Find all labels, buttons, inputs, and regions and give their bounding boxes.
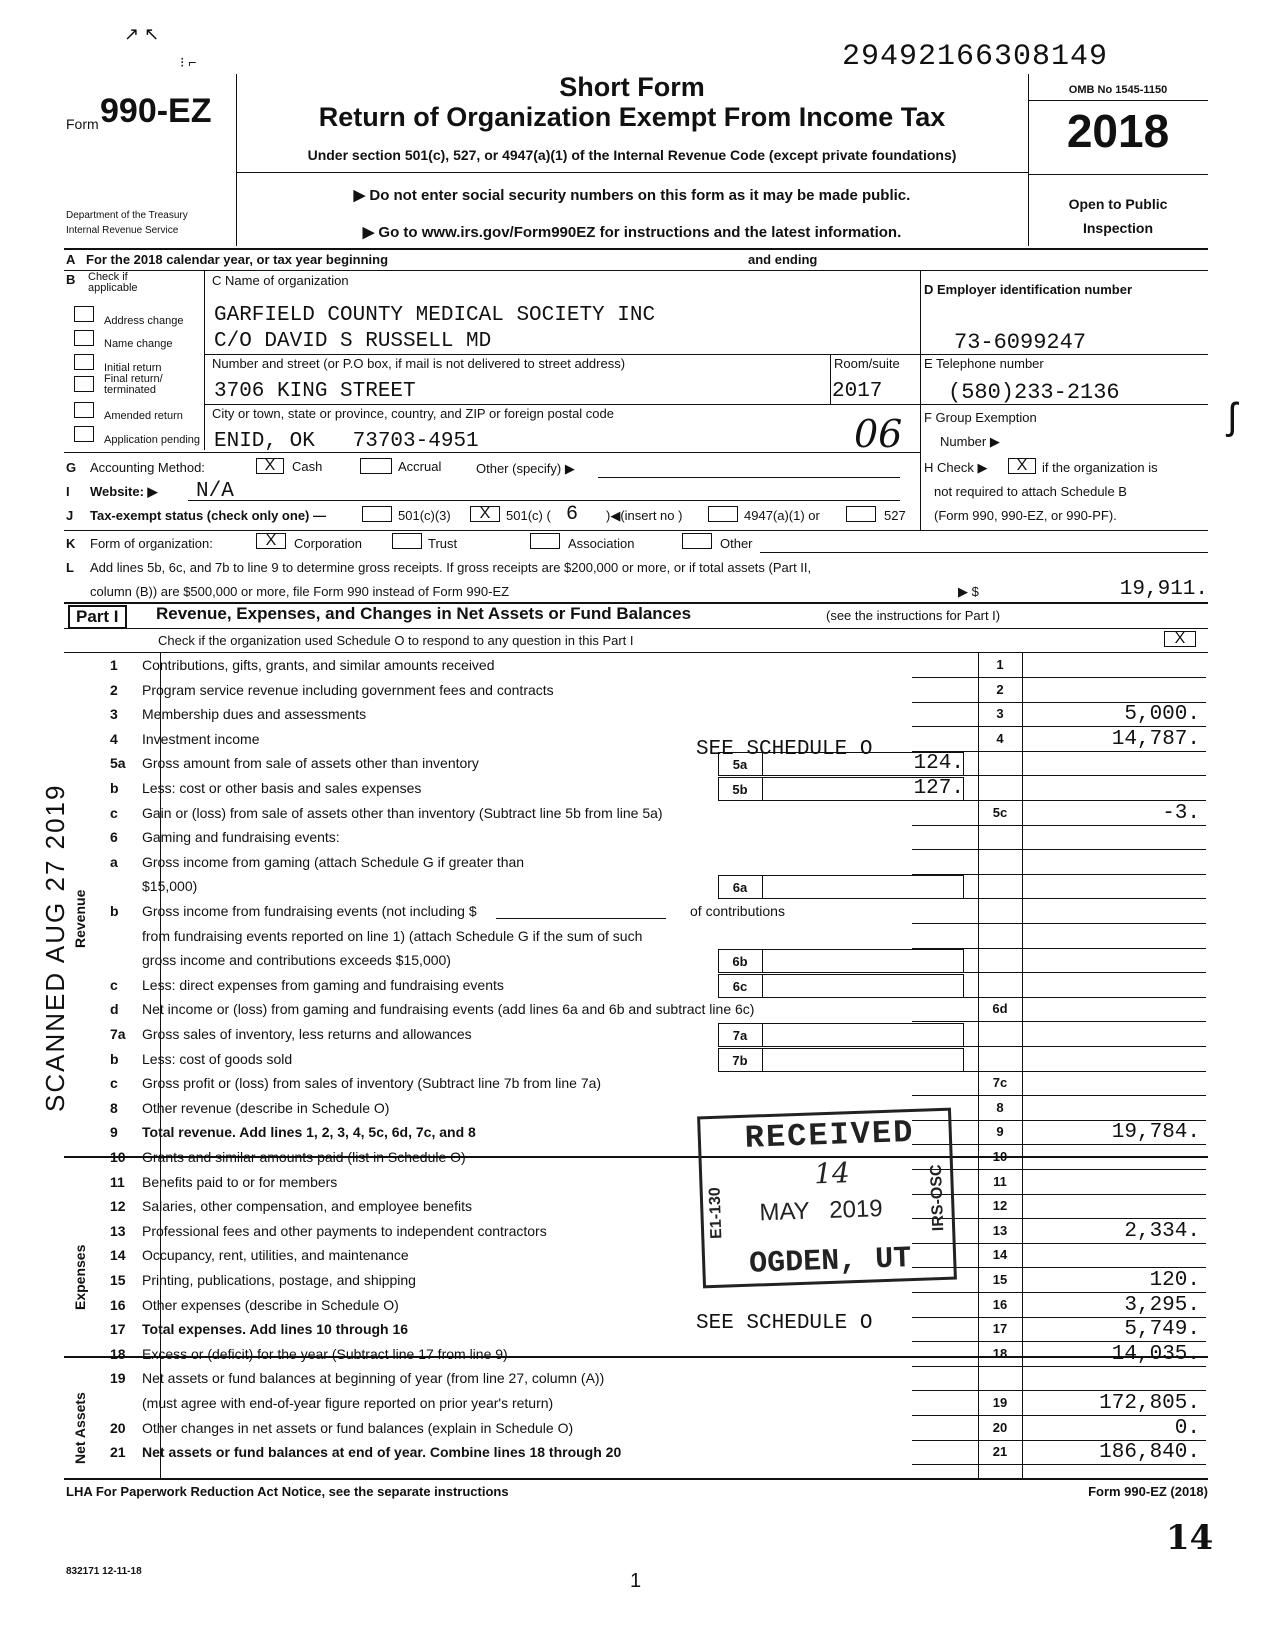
initial-return-label: Initial return [104, 362, 162, 374]
line-amount[interactable]: 2,334. [1124, 1219, 1200, 1243]
schedule-o-checkbox[interactable]: X [1164, 631, 1196, 647]
stamp-right-code: IRS-OSC [927, 1164, 948, 1232]
margin-mark: ʃ [1228, 396, 1237, 438]
scanned-stamp: SCANNED AUG 27 2019 [40, 783, 70, 1112]
line-row [66, 1146, 1206, 1170]
line-number: 3 [110, 706, 118, 723]
revenue-side-label: Revenue [72, 889, 88, 948]
line-amount[interactable]: -3. [1162, 801, 1200, 825]
title-main: Return of Organization Exempt From Income Tax [318, 102, 946, 132]
city-state-zip[interactable]: ENID, OK 73703-4951 [214, 430, 479, 453]
line-extra-text: of contributions [690, 903, 785, 919]
gross-receipts-value[interactable]: 19,911. [1119, 578, 1208, 601]
org-name-line2[interactable]: C/O DAVID S RUSSELL MD [214, 330, 492, 353]
line-description: Other changes in net assets or fund balances (explain in Schedule O) [142, 1419, 574, 1436]
line-description: Less: cost or other basis and sales expenses [142, 780, 422, 796]
accrual-label: Accrual [398, 459, 442, 474]
line-box-number: 7c [992, 1075, 1008, 1091]
4947-label: 4947(a)(1) or [744, 508, 820, 523]
line-box-number: 9 [996, 1124, 1004, 1140]
ein-value[interactable]: 73-6099247 [954, 330, 1087, 355]
page-number: 1 [630, 1570, 642, 1592]
line-row [66, 998, 1206, 1022]
line-box-number: 16 [992, 1296, 1008, 1312]
final-return-checkbox[interactable] [74, 376, 94, 392]
line-h-text: if the organization is [1042, 460, 1158, 475]
application-pending-checkbox[interactable] [74, 426, 94, 442]
501c3-checkbox[interactable] [362, 506, 392, 522]
line-description: Gaming and fundraising events: [142, 829, 340, 846]
line-description: gross income and contributions exceeds $15,000) [142, 952, 451, 969]
schedule-o-check-text: Check if the organization used Schedule O to respond to any question in this Part I [158, 633, 634, 648]
line-a-ending: and ending [748, 252, 818, 267]
527-checkbox[interactable] [846, 506, 876, 522]
group-exemption-number: Number ▶ [940, 434, 1000, 449]
line-row [66, 1097, 1206, 1121]
address-change-label: Address change [104, 315, 184, 327]
501c3-label: 501(c)(3) [398, 508, 451, 523]
application-pending-label: Application pending [104, 434, 201, 446]
line-box-number: 1 [996, 657, 1004, 672]
line-number: 20 [110, 1419, 126, 1436]
stamp-city: OGDEN, UT [748, 1242, 912, 1282]
received-stamp [697, 1108, 957, 1289]
room-label: Room/suite [834, 356, 900, 371]
line-description: Total expenses. Add lines 10 through 16 [142, 1321, 409, 1338]
ein-label: D Employer identification number [924, 282, 1133, 297]
line-number: 6 [110, 829, 118, 846]
form-subtitle: Under section 501(c), 527, or 4947(a)(1) of the Internal Revenue Code (except private foundations) [307, 147, 957, 163]
see-schedule-o-note: SEE SCHEDULE O [696, 1312, 873, 1335]
line-description: from fundraising events reported on line 1) (attach Schedule G if the sum of such [142, 927, 643, 944]
line-l-text-2: column (B)) are $500,000 or more, file Form 990 instead of Form 990-EZ [90, 584, 510, 599]
line-description: Gross amount from sale of assets other than inventory [142, 755, 479, 772]
line-description: Benefits paid to or for members [142, 1173, 338, 1190]
line-g-label: G [66, 460, 77, 475]
open-to-public: Open to Public [1068, 196, 1168, 212]
line-number: a [110, 853, 118, 870]
see-schedule-o-note: SEE SCHEDULE O [696, 738, 873, 761]
line-number: 9 [110, 1124, 118, 1141]
line-description: Net assets or fund balances at beginning of year (from line 27, column (A)) [142, 1370, 605, 1387]
association-label: Association [568, 536, 635, 551]
line-amount[interactable]: 186,840. [1099, 1441, 1200, 1465]
line-l-text-1: Add lines 5b, 6c, and 7b to line 9 to determine gross receipts. If gross receipts are $200,000 or more, or if total assets (Part II, [90, 560, 812, 575]
street-label: Number and street (or P.O box, if mail is not delivered to street address) [212, 356, 626, 371]
subline-number: 7a [732, 1028, 748, 1043]
line-description: Investment income [142, 730, 260, 747]
line-description: Excess or (deficit) for the year (Subtract line 17 from line 9) [142, 1345, 508, 1362]
line-description: Professional fees and other payments to independent contractors [142, 1222, 547, 1239]
line-amount[interactable]: 14,787. [1111, 727, 1200, 751]
501c-label: 501(c) ( [506, 508, 551, 523]
line-box-number: 4 [996, 730, 1004, 746]
line-a-text: For the 2018 calendar year, or tax year beginning [86, 252, 389, 267]
line-k-label: K [66, 536, 76, 551]
accrual-checkbox[interactable] [360, 458, 392, 474]
line-row [66, 974, 1206, 998]
line-number: c [110, 976, 118, 993]
stamp-left-code: E1-130 [706, 1187, 726, 1240]
line-row [66, 1367, 1206, 1391]
subline-number: 5a [732, 757, 748, 773]
line-description: Program service revenue including government fees and contracts [142, 681, 554, 698]
line-description: Other expenses (describe in Schedule O) [142, 1296, 399, 1313]
line-box-number: 8 [996, 1099, 1004, 1115]
line-number: 13 [110, 1222, 126, 1239]
line-description: Salaries, other compensation, and employee benefits [142, 1198, 472, 1215]
line-row [66, 826, 1206, 850]
line-description: Contributions, gifts, grants, and similar amounts received [142, 657, 495, 673]
schedule-b-checkbox[interactable]: X [1008, 458, 1036, 474]
line-row [66, 777, 1206, 801]
subline-number: 5b [732, 782, 748, 797]
line-h-text-3: (Form 990, 990-EZ, or 990-PF). [934, 508, 1117, 523]
line-row [66, 900, 1206, 924]
instructions-notice: ▶ Go to www.irs.gov/Form990EZ for instructions and the latest information. [362, 224, 902, 241]
handwritten-note: 06 [854, 412, 903, 456]
form-of-org-label: Form of organization: [90, 536, 213, 551]
irs-name: Internal Revenue Service [66, 225, 179, 236]
line-row [66, 1417, 1206, 1441]
room-suite[interactable]: 2017 [832, 380, 883, 403]
form-prefix: Form [66, 116, 99, 132]
other-org-checkbox[interactable] [682, 533, 712, 549]
check-if-applicable: Check if applicable [88, 271, 138, 294]
line-box-number: 12 [992, 1198, 1008, 1214]
line-number: 12 [110, 1198, 126, 1215]
line-number: 5a [110, 755, 126, 772]
line-description: Gross income from gaming (attach Schedule G if greater than [142, 853, 525, 870]
street-address[interactable]: 3706 KING STREET [214, 380, 416, 403]
form-code: 832171 12-11-18 [66, 1566, 142, 1577]
phone-label: E Telephone number [924, 356, 1044, 371]
line-description: Membership dues and assessments [142, 706, 367, 723]
line-row [66, 1023, 1206, 1047]
line-row [66, 925, 1206, 949]
line-description: Net assets or fund balances at end of year. Combine lines 18 through 20 [142, 1444, 622, 1461]
527-label: 527 [884, 508, 906, 523]
trust-label: Trust [428, 536, 458, 551]
gross-receipts-arrow: ▶ $ [958, 584, 979, 599]
line-row [66, 728, 1206, 752]
line-row [66, 1048, 1206, 1072]
scribble-mark: ⁝ ⌐ [180, 54, 197, 70]
4947-checkbox[interactable] [708, 506, 738, 522]
line-number: 21 [110, 1444, 126, 1461]
line-box-number: 15 [992, 1272, 1008, 1287]
stamp-date: MAY 2019 [759, 1195, 884, 1227]
accounting-method-label: Accounting Method: [90, 460, 205, 475]
subline-number: 6a [732, 880, 748, 896]
line-description: Gain or (loss) from sale of assets other than inventory (Subtract line 5b from line 5a) [142, 804, 663, 821]
line-box-number: 11 [993, 1173, 1007, 1189]
line-h-label: H Check ▶ [924, 460, 988, 475]
line-number: b [110, 1050, 119, 1067]
line-box-number: 13 [992, 1222, 1008, 1238]
line-number: 16 [110, 1296, 126, 1313]
line-row [66, 1269, 1206, 1293]
corporation-checkbox[interactable]: X [256, 533, 286, 549]
line-amount[interactable]: 3,295. [1124, 1293, 1200, 1317]
line-description: Occupancy, rent, utilities, and maintenance [142, 1247, 409, 1264]
trust-checkbox[interactable] [392, 533, 422, 549]
line-row [66, 1195, 1206, 1219]
line-number: 14 [110, 1247, 126, 1264]
address-change-checkbox[interactable] [74, 306, 94, 322]
line-number: 11 [110, 1173, 125, 1190]
form-number: 990-EZ [100, 92, 212, 130]
line-description: Printing, publications, postage, and shipping [142, 1272, 416, 1288]
subline-number: 7b [732, 1052, 748, 1068]
website-label: Website: ▶ [90, 484, 158, 499]
department-name: Department of the Treasury [66, 210, 188, 221]
line-description: Gross income from fundraising events (not including $ [142, 903, 477, 919]
line-a-label: A [66, 252, 76, 267]
line-l-label: L [66, 560, 74, 575]
line-row [66, 1392, 1206, 1416]
part-tag: Part I [68, 605, 127, 629]
line-row [66, 802, 1206, 826]
line-amount[interactable]: 5,000. [1124, 703, 1200, 727]
line-box-number: 21 [992, 1444, 1008, 1460]
tax-exempt-label: Tax-exempt status (check only one) — [90, 508, 326, 523]
line-number: 10 [110, 1149, 126, 1165]
line-row [66, 703, 1206, 727]
line-row [66, 752, 1206, 776]
initial-return-checkbox[interactable] [74, 354, 94, 370]
501c-checkbox[interactable]: X [470, 506, 500, 522]
name-change-checkbox[interactable] [74, 330, 94, 346]
line-box-number: 2 [996, 681, 1004, 697]
line-box-number: 20 [992, 1419, 1008, 1435]
line-box-number: 6d [992, 1001, 1008, 1017]
cash-checkbox[interactable]: X [256, 458, 284, 474]
line-number: 19 [110, 1370, 126, 1387]
website-value[interactable]: N/A [196, 480, 234, 503]
line-amount[interactable]: 120. [1149, 1269, 1200, 1292]
line-description: Gross sales of inventory, less returns and allowances [142, 1026, 472, 1042]
line-description: Grants and similar amounts paid (list in Schedule O) [142, 1149, 466, 1165]
document-locator-number: 29492166308149 [842, 40, 1109, 74]
corporation-label: Corporation [294, 536, 362, 551]
line-row [66, 1121, 1206, 1145]
line-row [66, 851, 1206, 875]
tax-year: 2018 [1066, 105, 1170, 157]
line-row [66, 949, 1206, 973]
line-number: 8 [110, 1099, 118, 1116]
subline-amount[interactable]: 124. [913, 752, 964, 776]
subline-number: 6c [732, 978, 748, 994]
line-number: b [110, 780, 119, 796]
line-box-number: 14 [992, 1247, 1008, 1263]
line-description: Less: cost of goods sold [142, 1050, 293, 1067]
line-row [66, 679, 1206, 703]
stamp-day: 14 [813, 1156, 851, 1191]
line-b-label: B [66, 272, 76, 287]
association-checkbox[interactable] [530, 533, 560, 549]
amended-return-label: Amended return [104, 410, 183, 422]
line-row [66, 1220, 1206, 1244]
line-amount[interactable]: 172,805. [1099, 1392, 1200, 1415]
line-box-number: 5c [992, 804, 1008, 820]
line-number: 18 [110, 1345, 126, 1362]
line-number: 2 [110, 681, 118, 698]
stamp-received: RECEIVED [744, 1113, 916, 1157]
line-h-text-2: not required to attach Schedule B [934, 484, 1127, 499]
line-j-label: J [66, 508, 74, 523]
org-name-line1[interactable]: GARFIELD COUNTY MEDICAL SOCIETY INC [214, 304, 656, 327]
org-name-label: C Name of organization [212, 273, 349, 288]
line-i-label: I [66, 484, 70, 499]
line-amount[interactable]: 14,035. [1111, 1342, 1200, 1366]
line-row [66, 654, 1206, 678]
line-box-number: 10 [992, 1149, 1008, 1164]
line-row [66, 1294, 1206, 1318]
insert-number-label: )◀(insert no ) [606, 508, 683, 523]
line-number: 7a [110, 1026, 126, 1042]
handwritten-page-number: 14 [1166, 1518, 1214, 1558]
net-assets-side-label: Net Assets [72, 1392, 88, 1464]
line-row [66, 1318, 1206, 1342]
line-number: 1 [110, 657, 118, 673]
line-row [66, 1244, 1206, 1268]
final-return-label: Final return/ terminated [104, 373, 163, 396]
inspection-label: Inspection [1082, 220, 1153, 236]
part-title: Revenue, Expenses, and Changes in Net Assets or Fund Balances [156, 604, 692, 623]
line-box-number: 18 [992, 1345, 1008, 1361]
line-row [66, 1171, 1206, 1195]
expenses-side-label: Expenses [72, 1244, 88, 1310]
line-row [66, 1441, 1206, 1465]
lha-notice: LHA For Paperwork Reduction Act Notice, see the separate instructions [66, 1484, 509, 1499]
line-number: 15 [110, 1272, 126, 1288]
omb-number: OMB No 1545-1150 [1068, 84, 1168, 96]
line-number: c [110, 804, 118, 821]
amended-return-checkbox[interactable] [74, 402, 94, 418]
subline-amount[interactable]: 127. [913, 777, 964, 800]
cash-label: Cash [292, 459, 323, 474]
group-exemption-label: F Group Exemption [924, 410, 1037, 425]
line-description: Total revenue. Add lines 1, 2, 3, 4, 5c, 6d, 7c, and 8 [142, 1124, 476, 1141]
line-amount[interactable]: 5,749. [1124, 1318, 1200, 1342]
line-amount[interactable]: 0. [1174, 1416, 1200, 1440]
line-description: (must agree with end-of-year figure reported on prior year's return) [142, 1395, 554, 1411]
name-change-label: Name change [104, 338, 173, 350]
line-row [66, 1072, 1206, 1096]
title-short-form: Short Form [559, 72, 705, 102]
line-box-number: 17 [992, 1321, 1008, 1337]
city-label: City or town, state or province, country, and ZIP or foreign postal code [212, 406, 614, 421]
line-row [66, 875, 1206, 899]
501c-number[interactable]: 6 [566, 503, 579, 526]
line-description: Other revenue (describe in Schedule O) [142, 1099, 390, 1116]
line-number: 4 [110, 730, 118, 747]
line-description: Gross profit or (loss) from sales of inventory (Subtract line 7b from line 7a) [142, 1075, 602, 1092]
line-row [66, 1343, 1206, 1367]
line-number: b [110, 903, 119, 919]
form-footer: Form 990-EZ (2018) [1088, 1484, 1208, 1499]
line-box-number: 19 [992, 1395, 1008, 1410]
scribble-mark: ↗ ↖ [124, 24, 160, 44]
subline-number: 6b [732, 954, 748, 970]
line-box-number: 3 [996, 706, 1004, 722]
part-note: (see the instructions for Part I) [826, 608, 1001, 623]
line-number: d [110, 1001, 119, 1018]
other-method-label: Other (specify) ▶ [476, 461, 575, 476]
line-number: c [110, 1075, 118, 1092]
line-description: $15,000) [142, 878, 198, 895]
phone-value[interactable]: (580)233-2136 [948, 380, 1120, 405]
line-amount[interactable]: 19,784. [1111, 1121, 1200, 1145]
other-org-label: Other [720, 536, 753, 551]
line-number: 17 [110, 1321, 126, 1338]
line-description: Less: direct expenses from gaming and fundraising events [142, 976, 504, 993]
line-description: Net income or (loss) from gaming and fundraising events (add lines 6a and 6b and subtract line 6c) [142, 1001, 755, 1018]
ssn-notice: ▶ Do not enter social security numbers on this form as it may be made public. [353, 187, 911, 204]
